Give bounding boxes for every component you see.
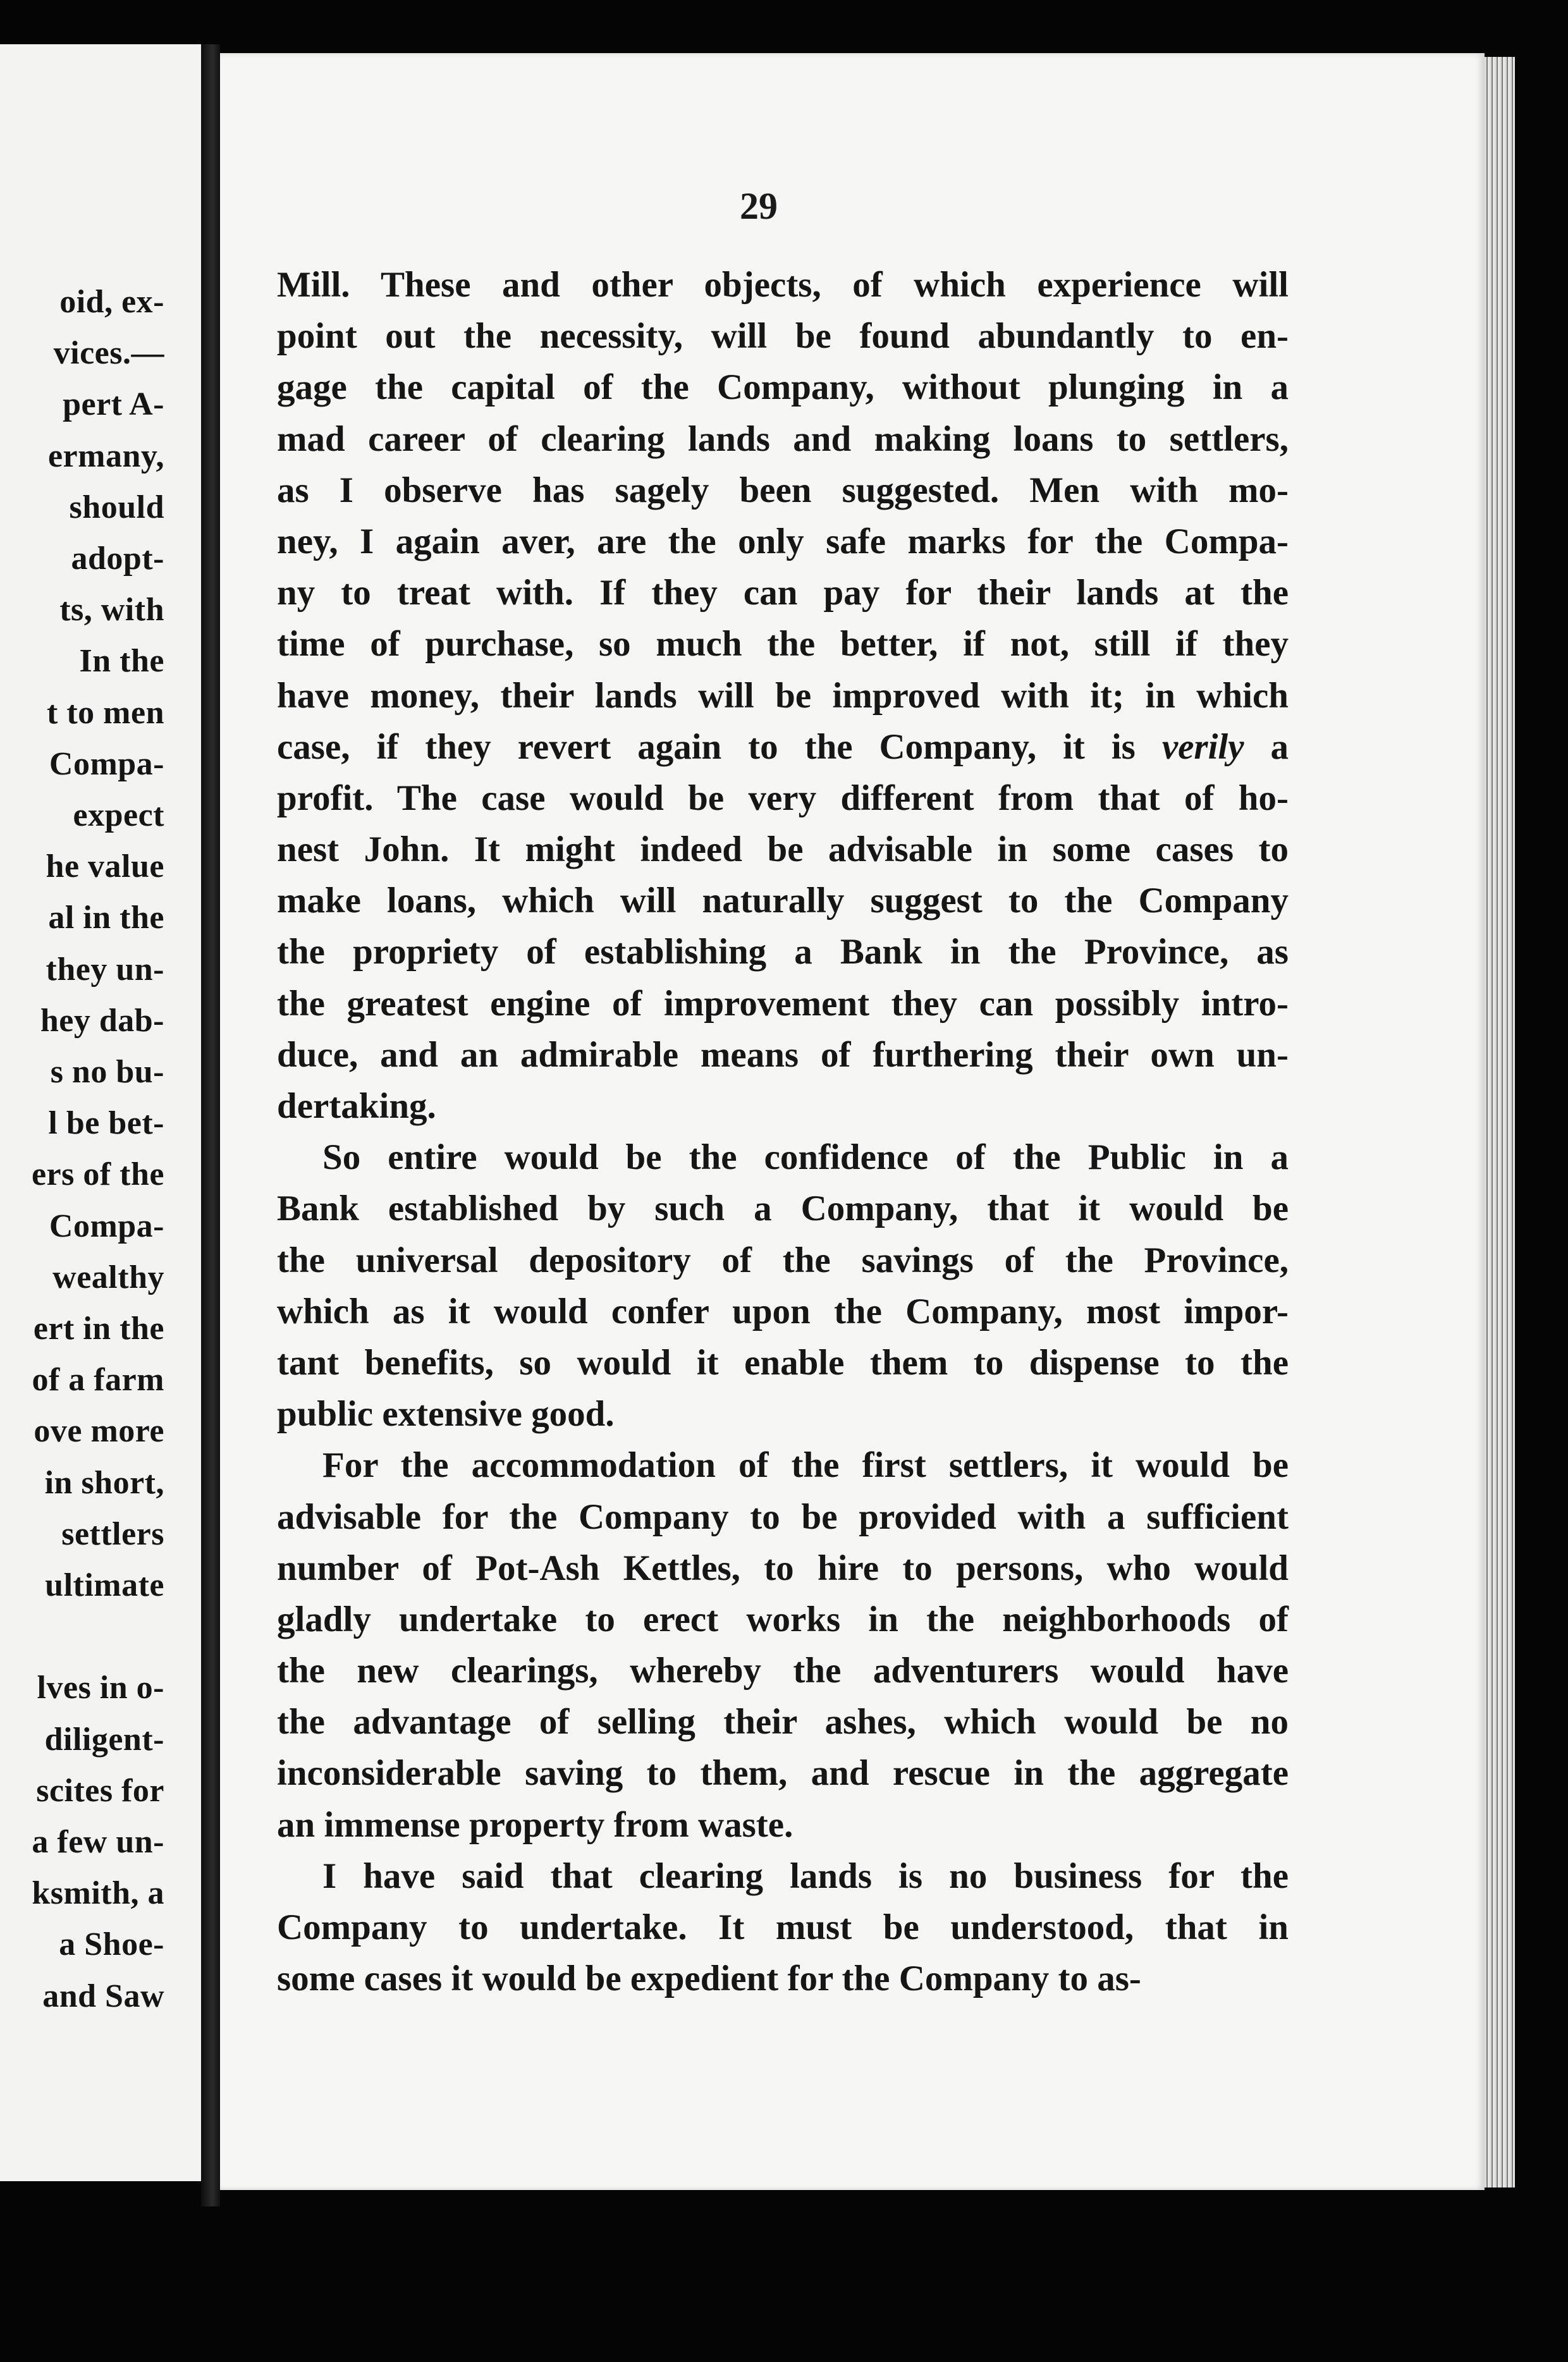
left-page-line: ers of the: [31, 1156, 164, 1193]
left-page-line: diligent-: [44, 1721, 164, 1758]
text-line: nest John. It might indeed be advisable in some cases to: [277, 829, 1289, 870]
text-line: the propriety of establishing a Bank in the Province, as: [277, 932, 1289, 972]
left-page-line: ermany,: [47, 438, 164, 474]
text-line: have money, their lands will be improved with it; in which: [277, 675, 1289, 716]
body-text: [277, 259, 1289, 2004]
text-line: make loans, which will naturally suggest to the Company: [277, 881, 1289, 921]
text-line: which as it would confer upon the Company, most impor-: [277, 1291, 1289, 1331]
text-line: ney, I again aver, are the only safe marks for the Compa-: [277, 521, 1289, 561]
left-page-line: pert A-: [63, 386, 164, 423]
paragraph: [277, 1851, 1289, 2005]
left-page-line: ksmith, a: [32, 1875, 164, 1912]
text-line: profit. The case would be very different from that of ho-: [277, 778, 1289, 818]
text-line: mad career of clearing lands and making loans to settlers,: [277, 419, 1289, 459]
left-page-line: adopt-: [71, 541, 164, 577]
text-line: duce, and an admirable means of furthering their own un-: [277, 1034, 1289, 1075]
paragraph: [277, 259, 1289, 1132]
left-page-line: settlers: [61, 1515, 164, 1552]
left-page-line: ultimate: [45, 1567, 164, 1603]
left-page-line: l be bet-: [48, 1105, 164, 1142]
text-line: dertaking.: [277, 1086, 436, 1126]
text-line: So entire would be the confidence of the Public in a: [322, 1137, 1289, 1178]
emphasis: verily: [1161, 726, 1244, 767]
left-page-line: ert in the: [33, 1311, 164, 1347]
text-line: number of Pot-Ash Kettles, to hire to persons, who would: [277, 1548, 1289, 1588]
text-line: ny to treat with. If they can pay for their lands at the: [277, 573, 1289, 613]
left-page-fragment: [0, 44, 201, 2181]
left-page-line: al in the: [48, 900, 164, 936]
paragraph: [277, 1132, 1289, 1440]
book-gutter: [201, 44, 220, 2206]
text-line: inconsiderable saving to them, and rescue in the aggregate: [277, 1753, 1289, 1794]
left-page-line: a Shoe-: [59, 1926, 164, 1963]
text-line: For the accommodation of the first settlers, it would be: [322, 1445, 1289, 1486]
left-page-line: ts, with: [59, 592, 164, 628]
text-line: Company to undertake. It must be understood, that in: [277, 1907, 1289, 1947]
left-page-line: wealthy: [52, 1259, 164, 1295]
text-line: I have said that clearing lands is no business for the: [322, 1856, 1289, 1896]
left-page-line: s no bu-: [50, 1054, 164, 1090]
text-line: Bank established by such a Company, that it would be: [277, 1189, 1289, 1229]
left-page-line: and Saw: [42, 1978, 164, 2014]
text-line: gladly undertake to erect works in the neighborhoods of: [277, 1599, 1289, 1639]
left-page-line: ove more: [34, 1413, 164, 1450]
left-page-line: scites for: [36, 1772, 164, 1809]
left-page-line: expect: [73, 797, 164, 833]
left-page-line: Compa-: [49, 1208, 164, 1244]
text-line: Mill. These and other objects, of which experience will: [277, 265, 1289, 305]
text-line: the advantage of selling their ashes, which would be no: [277, 1702, 1289, 1742]
page-edges: [1485, 57, 1515, 2188]
left-page-line: they un-: [46, 951, 164, 988]
text-line: time of purchase, so much the better, if not, still if they: [277, 624, 1289, 664]
left-page-line: t to men: [47, 694, 164, 731]
left-page-line: of a farm: [32, 1362, 164, 1398]
text-line: as I observe has sagely been suggested. Men with mo-: [277, 470, 1289, 510]
left-page-line: he value: [46, 848, 164, 885]
paragraph: [277, 1440, 1289, 1851]
left-page-line: hey dab-: [40, 1002, 164, 1039]
text-line: public extensive good.: [277, 1394, 615, 1435]
text-line: some cases it would be expedient for the Company to as-: [277, 1959, 1141, 1999]
text-line: point out the necessity, will be found abundantly to en-: [277, 316, 1289, 357]
left-page-line: a few un-: [32, 1824, 164, 1860]
page-number: 29: [740, 185, 778, 227]
text-line: the new clearings, whereby the adventurers would have: [277, 1651, 1289, 1691]
left-page-line: oid, ex-: [59, 284, 164, 320]
left-page-line: in short,: [44, 1464, 164, 1501]
left-page-line: Compa-: [49, 745, 164, 782]
left-page-line: vices.—: [53, 335, 164, 372]
text-line: advisable for the Company to be provided with a sufficient: [277, 1496, 1289, 1537]
text-line: the greatest engine of improvement they can possibly intro-: [277, 983, 1289, 1024]
text-line: tant benefits, so would it enable them to dispense to the: [277, 1342, 1289, 1383]
left-page-line: should: [69, 489, 164, 525]
text-line: gage the capital of the Company, without plunging in a: [277, 367, 1289, 408]
text-line: case, if they revert again to the Company, it is verily a: [277, 726, 1289, 767]
text-line: the universal depository of the savings of the Province,: [277, 1240, 1289, 1280]
left-page-line: lves in o-: [37, 1670, 164, 1706]
left-page-line: In the: [79, 643, 164, 680]
text-line: an immense property from waste.: [277, 1804, 793, 1845]
